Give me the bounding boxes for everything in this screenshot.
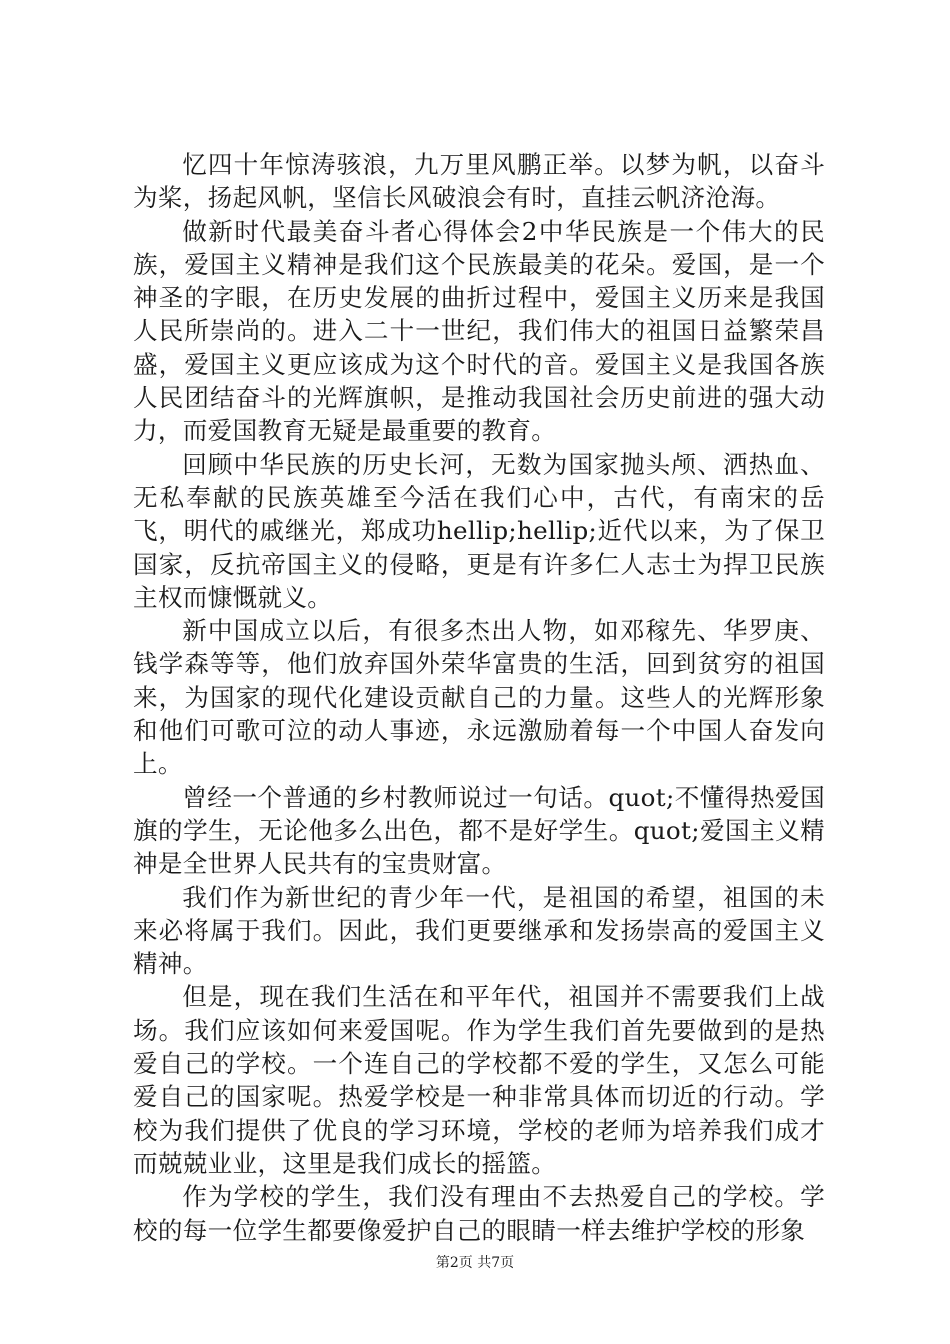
paragraph: 回顾中华民族的历史长河，无数为国家抛头颅、洒热血、无私奉献的民族英雄至今活在我们心中，古代，有南宋的岳飞，明代的戚继光，郑成功hellip;hellip;近代以来，为了保卫国家，反抗帝国主义的侵略，更是有许多仁人志士为捍卫民族主权而慷慨就义。 <box>133 449 825 612</box>
paragraph: 但是，现在我们生活在和平年代，祖国并不需要我们上战场。我们应该如何来爱国呢。作为学生我们首先要做到的是热爱自己的学校。一个连自己的学校都不爱的学生，又怎么可能爱自己的国家呢。热爱学校是一种非常具体而切近的行动。学校为我们提供了优良的学习环境，学校的老师为培养我们成才而兢兢业业，这里是我们成长的摇篮。 <box>133 982 825 1178</box>
paragraph: 曾经一个普通的乡村教师说过一句话。quot;不懂得热爱国旗的学生，无论他多么出色，都不是好学生。quot;爱国主义精神是全世界人民共有的宝贵财富。 <box>133 782 825 879</box>
paragraph: 我们作为新世纪的青少年一代，是祖国的希望，祖国的未来必将属于我们。因此，我们更要继承和发扬崇高的爱国主义精神。 <box>133 882 825 979</box>
paragraph: 做新时代最美奋斗者心得体会2中华民族是一个伟大的民族，爱国主义精神是我们这个民族最美的花朵。爱国，是一个神圣的字眼，在历史发展的曲折过程中，爱国主义历来是我国人民所崇尚的。进入二十一世纪，我们伟大的祖国日益繁荣昌盛，爱国主义更应该成为这个时代的音。爱国主义是我国各族人民团结奋斗的光辉旗帜，是推动我国社会历史前进的强大动力，而爱国教育无疑是最重要的教育。 <box>133 216 825 446</box>
page-footer: 第2页 共7页 <box>435 1255 515 1271</box>
document-body <box>133 148 825 1247</box>
paragraph: 忆四十年惊涛骇浪，九万里风鹏正举。以梦为帆，以奋斗为桨，扬起风帆，坚信长风破浪会有时，直挂云帆济沧海。 <box>133 150 825 213</box>
paragraph: 新中国成立以后，有很多杰出人物，如邓稼先、华罗庚、钱学森等等，他们放弃国外荣华富贵的生活，回到贫穷的祖国来，为国家的现代化建设贡献自己的力量。这些人的光辉形象和他们可歌可泣的动人事迹，永远激励着每一个中国人奋发向上。 <box>133 616 825 779</box>
paragraph: 作为学校的学生，我们没有理由不去热爱自己的学校。学校的每一位学生都要像爱护自己的眼睛一样去维护学校的形象 <box>133 1182 825 1245</box>
